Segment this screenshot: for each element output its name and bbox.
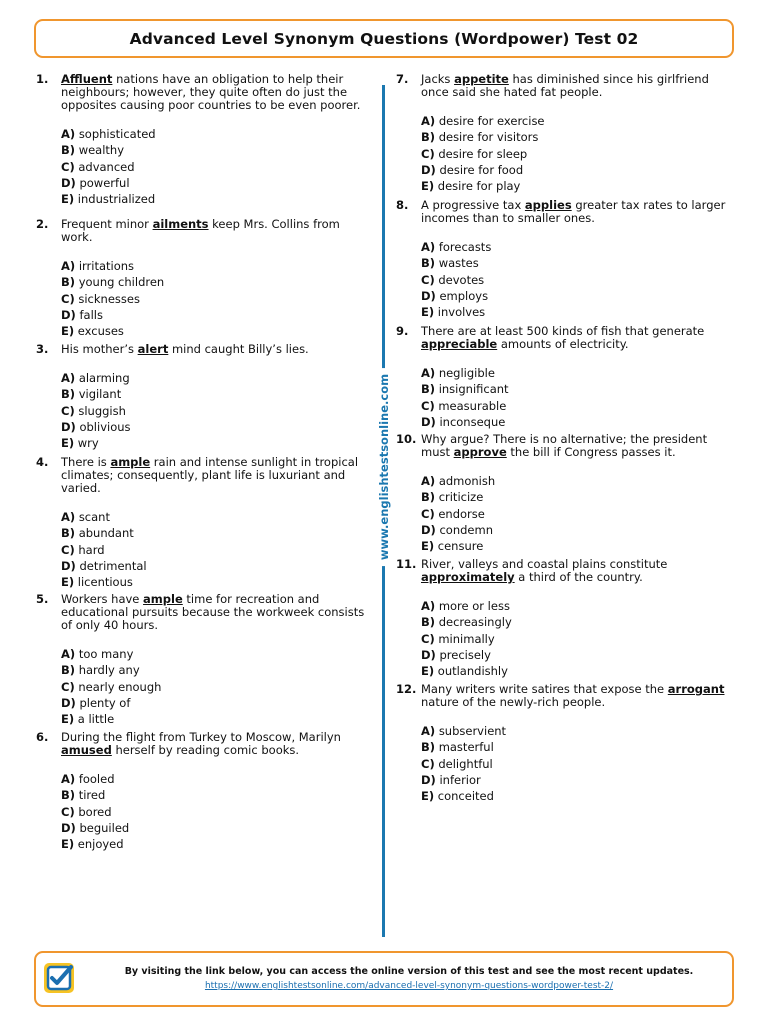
answer-option[interactable] xyxy=(421,146,736,162)
question-keyword: appetite xyxy=(454,72,509,86)
option-letter: A) xyxy=(61,647,76,661)
question-text-after: greater tax rates to larger incomes than to smaller ones. xyxy=(421,198,726,225)
question-number: 6. xyxy=(36,730,49,744)
answer-option[interactable] xyxy=(421,522,736,538)
option-letter: C) xyxy=(421,146,435,161)
answer-option[interactable] xyxy=(61,542,372,558)
option-text: censure xyxy=(437,539,484,554)
answer-option[interactable] xyxy=(61,509,372,525)
question-text-after: the bill if Congress passes it. xyxy=(506,445,676,459)
option-text: wastes xyxy=(438,256,479,271)
answer-options xyxy=(421,473,736,554)
question-number: 9. xyxy=(396,324,409,338)
option-text: tired xyxy=(78,788,106,803)
option-text: falls xyxy=(79,307,103,322)
question-text xyxy=(61,731,372,757)
option-letter: B) xyxy=(61,143,76,158)
question-text-before: Workers have xyxy=(61,592,144,606)
answer-option[interactable] xyxy=(421,473,736,489)
answer-option[interactable] xyxy=(421,414,736,430)
option-text: vigilant xyxy=(78,387,122,402)
question-text-after: time for recreation and educational pursuits because the workweek consists of only 40 hours. xyxy=(61,592,365,632)
question-number: 3. xyxy=(36,342,49,356)
answer-options xyxy=(61,258,372,339)
option-letter: D) xyxy=(421,772,436,787)
question-text xyxy=(421,199,736,225)
question-keyword: appreciable xyxy=(421,337,498,351)
option-text: sophisticated xyxy=(78,127,156,141)
question-text-after: nature of the newly-rich people. xyxy=(421,695,606,709)
option-letter: C) xyxy=(61,403,75,418)
option-text: excuses xyxy=(77,324,124,339)
option-letter: D) xyxy=(421,162,436,177)
question-keyword: ample xyxy=(143,592,183,606)
question-text-after: nations have an obligation to help their neighbours; however, they quite often do just the opposites causing poor countries to be even poorer. xyxy=(61,72,361,112)
option-text: forecasts xyxy=(438,240,492,254)
option-text: alarming xyxy=(78,371,130,385)
question-number: 4. xyxy=(36,455,49,469)
option-letter: C) xyxy=(61,679,75,694)
option-text: endorse xyxy=(438,506,485,521)
option-text: precisely xyxy=(439,647,491,662)
option-letter: A) xyxy=(61,772,76,786)
answer-option[interactable] xyxy=(61,175,372,191)
answer-option[interactable] xyxy=(421,129,736,145)
question-item xyxy=(36,218,372,343)
answer-option[interactable] xyxy=(61,291,372,307)
answer-options xyxy=(421,365,736,430)
option-letter: D) xyxy=(421,288,436,303)
question-text-before: A progressive tax xyxy=(421,198,525,212)
answer-option[interactable] xyxy=(61,386,372,402)
question-text-before: There are at least 500 kinds of fish that generate xyxy=(421,324,705,338)
answer-option[interactable] xyxy=(421,663,736,679)
option-text: inferior xyxy=(439,772,481,787)
question-text-before: Why argue? There is no alternative; the president must xyxy=(421,432,708,459)
question-number: 2. xyxy=(36,217,49,231)
answer-option[interactable] xyxy=(421,739,736,755)
answer-option[interactable] xyxy=(61,403,372,419)
watermark-url: www.englishtestsonline.com xyxy=(377,368,391,566)
answer-option[interactable] xyxy=(421,614,736,630)
option-text: scant xyxy=(78,510,110,524)
option-letter: B) xyxy=(421,490,436,505)
option-letter: B) xyxy=(61,788,76,803)
answer-option[interactable] xyxy=(61,323,372,339)
option-letter: A) xyxy=(421,474,436,488)
answer-option[interactable] xyxy=(421,647,736,663)
answer-option[interactable] xyxy=(61,820,372,836)
answer-option[interactable] xyxy=(61,419,372,435)
option-letter: C) xyxy=(421,272,435,287)
question-text-before: Jacks xyxy=(421,72,455,86)
question-keyword: ailments xyxy=(152,217,209,231)
question-text-after: has diminished since his girlfriend once said she hated fat people. xyxy=(421,72,709,99)
question-item xyxy=(36,731,372,856)
option-letter: B) xyxy=(61,275,76,290)
question-number: 5. xyxy=(36,592,49,606)
option-text: sluggish xyxy=(78,403,126,418)
option-text: advanced xyxy=(78,159,135,174)
option-letter: C) xyxy=(61,159,75,174)
answer-option[interactable] xyxy=(61,274,372,290)
answer-options xyxy=(61,646,372,727)
option-text: involves xyxy=(437,305,486,320)
page-title: Advanced Level Synonym Questions (Wordpower) Test 02 xyxy=(129,29,639,48)
answer-option[interactable] xyxy=(421,178,736,194)
option-letter: C) xyxy=(61,542,75,557)
question-item xyxy=(396,73,736,199)
question-keyword: Affluent xyxy=(61,72,113,86)
option-letter: B) xyxy=(61,663,76,678)
option-text: desire for sleep xyxy=(438,146,528,161)
question-keyword: applies xyxy=(524,198,572,212)
option-letter: E) xyxy=(421,179,435,194)
checkmark-box-icon xyxy=(42,961,76,995)
answer-option[interactable] xyxy=(61,646,372,662)
option-text: admonish xyxy=(438,474,496,488)
question-text-after: amounts of electricity. xyxy=(497,337,629,351)
answer-option[interactable] xyxy=(421,272,736,288)
question-item xyxy=(36,73,372,218)
answer-option[interactable] xyxy=(61,836,372,852)
option-letter: D) xyxy=(61,558,76,573)
option-text: negligible xyxy=(438,366,495,380)
option-letter: B) xyxy=(421,256,436,271)
option-text: outlandishly xyxy=(437,664,508,679)
answer-option[interactable] xyxy=(421,398,736,414)
option-letter: C) xyxy=(61,804,75,819)
answer-option[interactable] xyxy=(61,435,372,451)
option-text: irritations xyxy=(78,259,135,273)
answer-option[interactable] xyxy=(61,558,372,574)
answer-option[interactable] xyxy=(61,695,372,711)
answer-option[interactable] xyxy=(61,771,372,787)
answer-option[interactable] xyxy=(421,113,736,129)
option-text: conceited xyxy=(437,789,494,804)
option-text: fooled xyxy=(78,772,115,786)
question-text xyxy=(61,456,372,495)
option-text: criticize xyxy=(438,490,484,505)
question-text-after: keep Mrs. Collins from work. xyxy=(61,217,340,244)
option-letter: B) xyxy=(421,615,436,630)
question-text-after: herself by reading comic books. xyxy=(111,743,300,757)
question-item xyxy=(396,433,736,558)
option-letter: A) xyxy=(421,114,436,128)
answer-option[interactable] xyxy=(61,662,372,678)
option-text: measurable xyxy=(438,398,507,413)
option-text: more or less xyxy=(438,599,510,613)
option-text: powerful xyxy=(79,175,130,190)
answer-options xyxy=(61,370,372,451)
answer-option[interactable] xyxy=(421,288,736,304)
footer xyxy=(34,951,734,1007)
option-text: inconseque xyxy=(439,414,506,429)
option-letter: B) xyxy=(61,526,76,541)
question-keyword: ample xyxy=(110,455,151,469)
option-letter: B) xyxy=(421,130,436,145)
answer-option[interactable] xyxy=(61,126,372,142)
option-letter: E) xyxy=(421,664,435,679)
option-letter: E) xyxy=(421,789,435,804)
option-letter: A) xyxy=(61,371,76,385)
option-letter: A) xyxy=(421,724,436,738)
answer-options xyxy=(61,771,372,852)
answer-option[interactable] xyxy=(421,538,736,554)
option-text: oblivious xyxy=(79,419,131,434)
option-letter: D) xyxy=(61,419,76,434)
option-letter: D) xyxy=(421,414,436,429)
answer-option[interactable] xyxy=(61,804,372,820)
question-text-before: His mother’s xyxy=(61,342,138,356)
option-letter: D) xyxy=(421,522,436,537)
question-text-after: a third of the country. xyxy=(514,570,643,584)
answer-option[interactable] xyxy=(61,370,372,386)
option-text: delightful xyxy=(438,756,493,771)
answer-option[interactable] xyxy=(421,239,736,255)
option-letter: D) xyxy=(61,820,76,835)
option-letter: D) xyxy=(61,695,76,710)
answer-option[interactable] xyxy=(61,679,372,695)
option-text: insignificant xyxy=(438,382,509,397)
option-text: young children xyxy=(78,275,165,290)
option-text: condemn xyxy=(439,522,493,537)
option-text: plenty of xyxy=(79,695,131,710)
option-text: devotes xyxy=(438,272,485,287)
answer-option[interactable] xyxy=(61,191,372,207)
option-text: hard xyxy=(78,542,105,557)
question-item xyxy=(36,593,372,731)
option-letter: C) xyxy=(61,291,75,306)
question-number: 11. xyxy=(396,557,417,571)
answer-options xyxy=(61,126,372,207)
question-keyword: amused xyxy=(61,743,112,757)
option-text: wry xyxy=(77,436,99,451)
option-letter: E) xyxy=(421,305,435,320)
question-item xyxy=(36,456,372,593)
option-text: enjoyed xyxy=(77,837,124,852)
answer-option[interactable] xyxy=(421,723,736,739)
option-text: wealthy xyxy=(78,143,125,158)
answer-option[interactable] xyxy=(61,525,372,541)
question-keyword: alert xyxy=(137,342,169,356)
option-text: licentious xyxy=(77,575,133,590)
option-letter: A) xyxy=(61,127,76,141)
answer-option[interactable] xyxy=(421,772,736,788)
question-text-after: mind caught Billy’s lies. xyxy=(168,342,309,356)
question-text xyxy=(421,325,736,351)
answer-option[interactable] xyxy=(61,711,372,727)
option-letter: C) xyxy=(421,506,435,521)
answer-options xyxy=(421,239,736,320)
answer-option[interactable] xyxy=(421,756,736,772)
option-text: detrimental xyxy=(79,558,147,573)
option-letter: E) xyxy=(61,324,75,339)
question-text-before: There is xyxy=(61,455,111,469)
option-text: hardly any xyxy=(78,663,140,678)
question-text-before: Frequent minor xyxy=(61,217,153,231)
option-text: industrialized xyxy=(77,192,156,207)
answer-option[interactable] xyxy=(61,142,372,158)
question-keyword: approximately xyxy=(421,570,515,584)
option-letter: E) xyxy=(61,436,75,451)
answer-option[interactable] xyxy=(61,258,372,274)
option-letter: D) xyxy=(421,647,436,662)
option-letter: A) xyxy=(421,366,436,380)
question-number: 8. xyxy=(396,198,409,212)
option-text: subservient xyxy=(438,724,507,738)
option-text: a little xyxy=(77,712,115,727)
option-letter: E) xyxy=(421,539,435,554)
answer-option[interactable] xyxy=(61,574,372,590)
answer-option[interactable] xyxy=(421,162,736,178)
question-item xyxy=(396,558,736,683)
right-column xyxy=(396,73,736,808)
option-letter: A) xyxy=(61,259,76,273)
question-text xyxy=(61,343,372,356)
question-item xyxy=(396,199,736,325)
option-letter: C) xyxy=(421,398,435,413)
option-text: too many xyxy=(78,647,134,661)
option-letter: A) xyxy=(421,599,436,613)
question-item xyxy=(36,343,372,456)
option-text: beguiled xyxy=(79,820,130,835)
answer-option[interactable] xyxy=(421,506,736,522)
option-letter: E) xyxy=(61,837,75,852)
answer-option[interactable] xyxy=(421,598,736,614)
answer-options xyxy=(421,113,736,194)
answer-option[interactable] xyxy=(421,365,736,381)
option-letter: E) xyxy=(61,575,75,590)
option-text: employs xyxy=(439,288,489,303)
answer-option[interactable] xyxy=(421,631,736,647)
online-test-link[interactable]: https://www.englishtestsonline.com/advanced-level-synonym-questions-wordpower-test-2/ xyxy=(204,981,614,991)
question-number: 7. xyxy=(396,72,409,86)
answer-option[interactable] xyxy=(61,787,372,803)
option-letter: A) xyxy=(421,240,436,254)
question-text-before: Many writers write satires that expose the xyxy=(421,682,668,696)
option-text: bored xyxy=(78,804,112,819)
title-box xyxy=(34,19,734,58)
question-number: 12. xyxy=(396,682,417,696)
left-column xyxy=(36,73,372,856)
option-text: sicknesses xyxy=(78,291,140,306)
answer-option[interactable] xyxy=(421,489,736,505)
question-number: 10. xyxy=(396,432,417,446)
question-text xyxy=(421,558,736,584)
option-text: desire for exercise xyxy=(438,114,545,128)
option-letter: A) xyxy=(61,510,76,524)
option-text: decreasingly xyxy=(438,615,512,630)
answer-option[interactable] xyxy=(61,307,372,323)
answer-option[interactable] xyxy=(61,159,372,175)
option-letter: C) xyxy=(421,631,435,646)
question-text xyxy=(421,683,736,709)
option-letter: E) xyxy=(61,192,75,207)
option-text: desire for play xyxy=(437,179,521,194)
option-letter: B) xyxy=(421,740,436,755)
question-text-after: rain and intense sunlight in tropical climates; consequently, plant life is luxuriant and varied. xyxy=(61,455,359,495)
option-letter: D) xyxy=(61,175,76,190)
option-text: nearly enough xyxy=(78,679,162,694)
option-letter: C) xyxy=(421,756,435,771)
footer-message: By visiting the link below, you can access the online version of this test and see the most recent updates. xyxy=(124,966,694,977)
option-letter: B) xyxy=(61,387,76,402)
option-text: abundant xyxy=(78,526,134,541)
question-text-before: During the flight from Turkey to Moscow, Marilyn xyxy=(61,730,341,744)
question-item xyxy=(396,683,736,808)
question-text xyxy=(61,593,372,632)
option-letter: B) xyxy=(421,382,436,397)
answer-options xyxy=(61,509,372,590)
question-text xyxy=(421,73,736,99)
question-text xyxy=(61,73,372,112)
option-letter: D) xyxy=(61,307,76,322)
question-text xyxy=(421,433,736,459)
question-text xyxy=(61,218,372,244)
answer-option[interactable] xyxy=(421,381,736,397)
option-text: masterful xyxy=(438,740,494,755)
option-text: desire for visitors xyxy=(438,130,539,145)
answer-options xyxy=(421,598,736,679)
question-keyword: arrogant xyxy=(667,682,725,696)
question-text-before: River, valleys and coastal plains constitute xyxy=(421,557,668,571)
answer-option[interactable] xyxy=(421,304,736,320)
question-keyword: approve xyxy=(453,445,507,459)
option-letter: E) xyxy=(61,712,75,727)
answer-options xyxy=(421,723,736,804)
option-text: minimally xyxy=(438,631,495,646)
question-item xyxy=(396,325,736,433)
question-number: 1. xyxy=(36,72,49,86)
option-text: desire for food xyxy=(439,162,524,177)
answer-option[interactable] xyxy=(421,255,736,271)
answer-option[interactable] xyxy=(421,788,736,804)
